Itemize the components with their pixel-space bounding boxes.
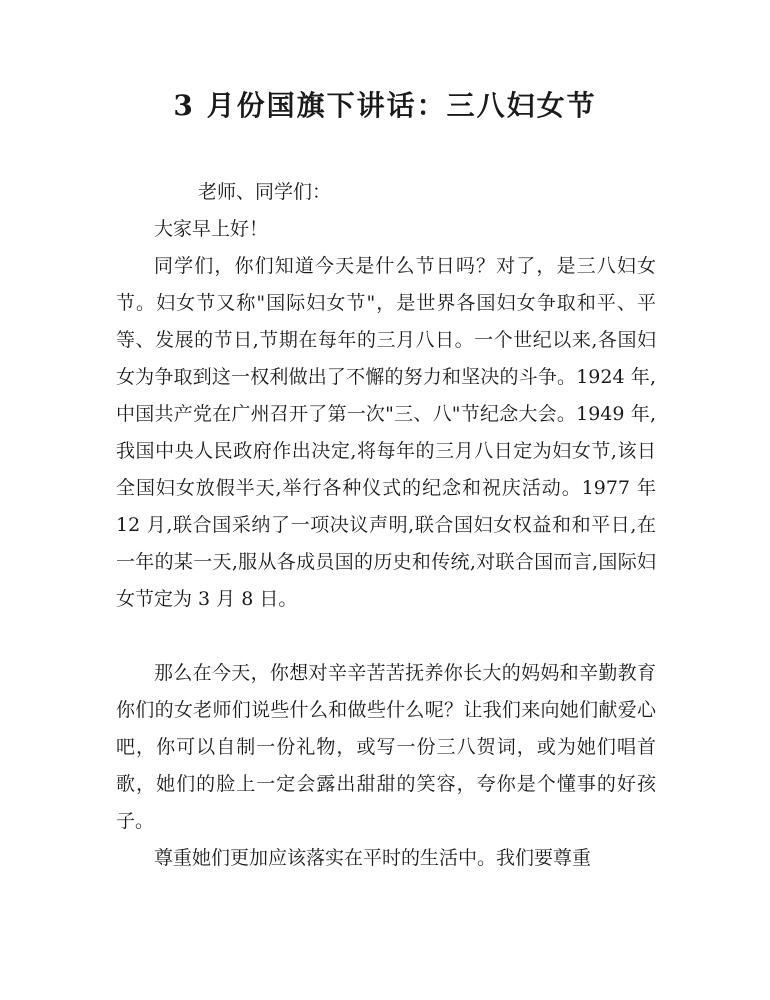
greeting-line: 老师、同学们： <box>198 181 332 203</box>
paragraph-respect: 尊重她们更加应该落实在平时的生活中。我们要尊重 <box>154 847 592 869</box>
document-title: 3 月份国旗下讲话：三八妇女节 <box>173 89 597 122</box>
paragraph-womens-day-history: 同学们，你们知道今天是什么节日吗？对了，是三八妇女节。妇女节又称"国际妇女节"，是世界各国妇女争取和平、平等、发展的节日,节期在每年的三月八日。一个世纪以来,各国妇女为争取到这一权利做出了不懈的努力和坚决的斗争。1924 年,中国共产党在广州召开了第一次"三、八"节纪念大会。1949 年,我国中央人民政府作出决定,将每年的三月八日定为妇女节,该日全国妇女放假半天,举行各种仪式的纪念和祝庆活动。1977 年 12 月,联合国采纳了一项决议声明,联合国妇女权益和和平日,在一年的某一天,服从各成员国的历史和传统,对联合国而言,国际妇女节定为 3 月 8 日。 <box>116 255 656 610</box>
document-body <box>116 174 656 877</box>
paragraph-show-love: 那么在今天，你想对辛辛苦苦抚养你长大的妈妈和辛勤教育你们的女老师们说些什么和做些什么呢？让我们来向她们献爱心吧，你可以自制一份礼物，或写一份三八贺词，或为她们唱首歌，她们的脸上一定会露出甜甜的笑容，夸你是个懂事的好孩子。 <box>116 662 656 832</box>
paragraph-spacer <box>116 618 656 655</box>
salutation-line: 大家早上好！ <box>154 218 269 240</box>
